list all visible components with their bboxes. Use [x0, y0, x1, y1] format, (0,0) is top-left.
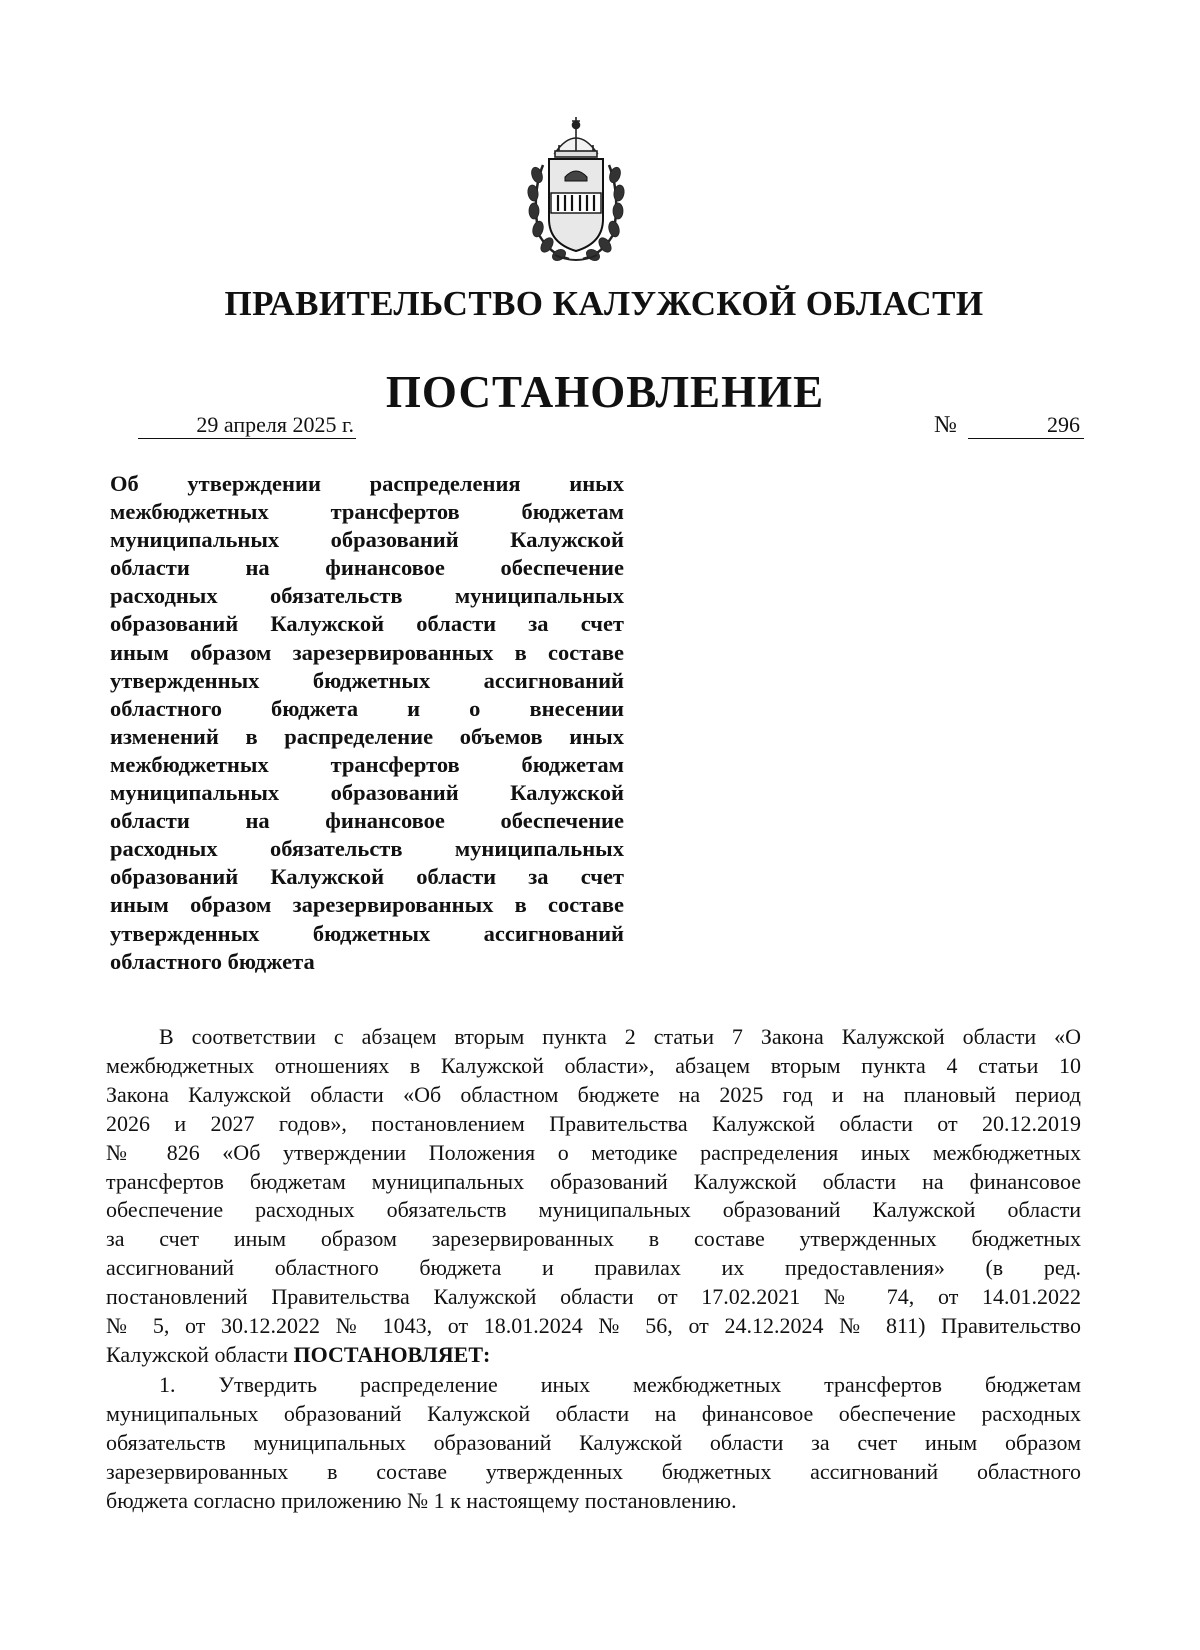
preamble-line: постановлений Правительства Калужской области от 17.02.2021 № 74, от 14.01.2022 — [106, 1284, 1081, 1310]
heading-line: утвержденных бюджетных ассигнований — [110, 667, 624, 693]
item-1-paragraph — [106, 1371, 1081, 1516]
preamble-line: трансфертов бюджетам муниципальных образований Калужской области на финансовое — [106, 1168, 1081, 1194]
heading-line: изменений в распределение объемов иных — [110, 723, 624, 749]
heading-line: областного бюджета — [110, 948, 315, 974]
heading-line: области на финансовое обеспечение — [110, 808, 624, 834]
heading-line: образований Калужской области за счет — [110, 864, 624, 890]
heading-line: иным образом зарезервированных в составе — [110, 892, 624, 918]
heading-line: межбюджетных трансфертов бюджетам — [110, 499, 624, 525]
preamble-line: Закона Калужской области «Об областном бюджете на 2025 год и на плановый период — [106, 1081, 1081, 1107]
preamble-line: № 826 «Об утверждении Положения о методике распределения иных межбюджетных — [106, 1139, 1081, 1165]
heading-line: областного бюджета и о внесении — [110, 695, 624, 721]
heading-line: утвержденных бюджетных ассигнований — [110, 920, 624, 946]
preamble-line: межбюджетных отношениях в Калужской области», абзацем вторым пункта 4 статьи 10 — [106, 1052, 1081, 1078]
preamble-line: № 5, от 30.12.2022 № 1043, от 18.01.2024 № 56, от 24.12.2024 № 811) Правительство — [106, 1313, 1081, 1339]
heading-line: иным образом зарезервированных в составе — [110, 639, 624, 665]
preamble-paragraph — [106, 1023, 1081, 1370]
item-1-line: бюджета согласно приложению № 1 к настоящему постановлению. — [106, 1487, 737, 1513]
item-1-line: зарезервированных в составе утвержденных бюджетных ассигнований областного — [106, 1458, 1081, 1484]
preamble-closing-prefix: Калужской области — [106, 1341, 288, 1367]
heading-line: расходных обязательств муниципальных — [110, 836, 624, 862]
heading-line: муниципальных образований Калужской — [110, 780, 624, 806]
preamble-line: В соответствии с абзацем вторым пункта 2 статьи 7 Закона Калужской области «О — [159, 1024, 1081, 1049]
heading-line: межбюджетных трансфертов бюджетам — [110, 751, 624, 777]
heading-line: расходных обязательств муниципальных — [110, 583, 624, 609]
document-type-title: ПОСТАНОВЛЕНИЕ — [385, 367, 825, 417]
document-number: 296 — [968, 412, 1084, 439]
document-number-label: № — [934, 412, 957, 438]
preamble-line: ассигнований областного бюджета и правилах их предоставления» (в ред. — [106, 1255, 1081, 1281]
item-1-line: 1. Утвердить распределение иных межбюджетных трансфертов бюджетам — [159, 1372, 1081, 1397]
heading-line: муниципальных образований Калужской — [110, 527, 624, 553]
organization-title: ПРАВИТЕЛЬСТВО КАЛУЖСКОЙ ОБЛАСТИ — [224, 284, 984, 323]
decision-keyword: ПОСТАНОВЛЯЕТ: — [293, 1341, 491, 1367]
heading-line: области на финансовое обеспечение — [110, 555, 624, 581]
preamble-line: 2026 и 2027 годов», постановлением Правительства Калужской области от 20.12.2019 — [106, 1110, 1081, 1136]
item-1-line: муниципальных образований Калужской области на финансовое обеспечение расходных — [106, 1400, 1081, 1426]
preamble-closing-line — [106, 1341, 1081, 1370]
preamble-line: обеспечение расходных обязательств муниципальных образований Калужской области — [106, 1197, 1081, 1223]
preamble-line: за счет иным образом зарезервированных в составе утвержденных бюджетных — [106, 1226, 1081, 1252]
kaluga-coat-of-arms-emblem — [525, 115, 627, 265]
heading-line: Об утверждении распределения иных — [110, 471, 624, 496]
document-date: 29 апреля 2025 г. — [138, 412, 356, 439]
heading-line: образований Калужской области за счет — [110, 611, 624, 637]
resolution-heading — [110, 470, 624, 976]
item-1-line: обязательств муниципальных образований Калужской области за счет иным образом — [106, 1429, 1081, 1455]
